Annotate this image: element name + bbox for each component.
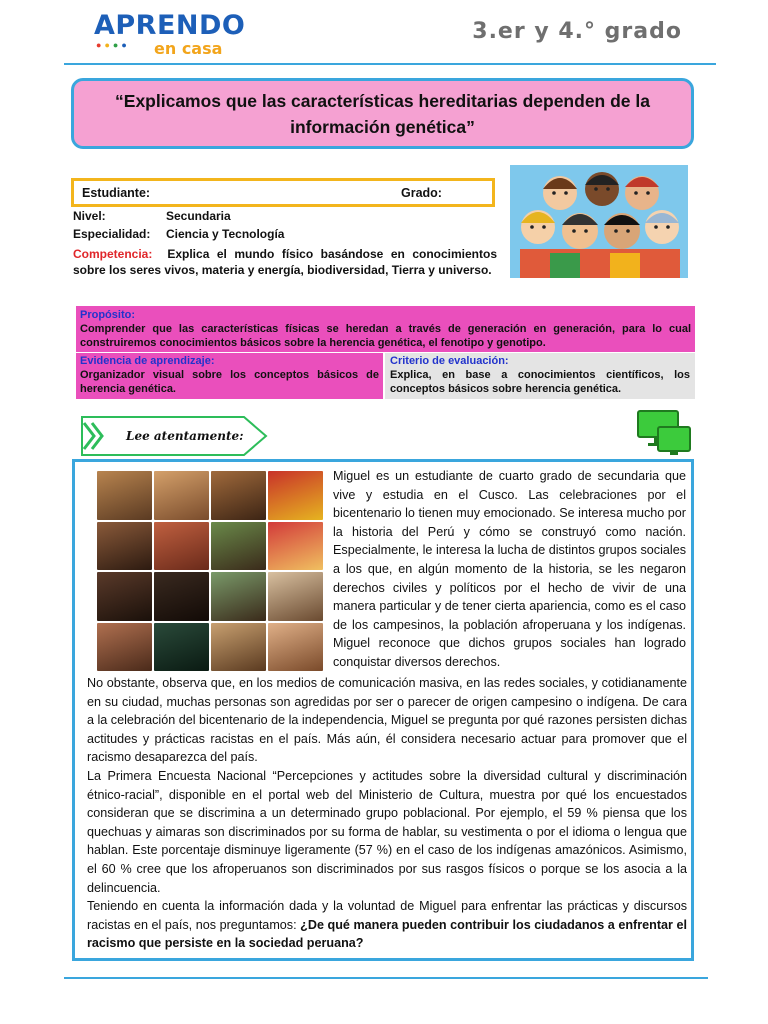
student-grade-box	[71, 178, 495, 207]
reading-paragraph-2: No obstante, observa que, en los medios de comunicación masiva, en las redes sociales, y cotidianamente en su ciudad, muchas personas son agredidas por ser o parecer de origen campesino o indígena. De cara a la celebración del bicentenario de la independencia, Miguel se pregunta por qué razones persisten dichas actitudes y prácticas racistas en el país. Más aún, él considera necesario actuar para promover que el racismo desaparezca del país.	[87, 676, 687, 765]
reading-paragraph-4	[87, 897, 687, 953]
reading-paragraph-1: Miguel es un estudiante de cuarto grado de secundaria que vive y estudia en el Cusco. Las celebraciones por el bicentenario lo tienen muy emocionado. Se interesa mucho por la historia del Perú y cómo se construyó como nación. Especialmente, le interesa la lucha de distintos grupos sociales a los que, en algún momento de la historia, se les negaron derechos civiles y políticos por el hecho de vivir de una manera particular y de tener cierta apariencia, como es el caso de los campesinos, la población afroperuana y los indígenas. Miguel reconoce que dichos grupos sociales han logrado conquistar diversos derechos.	[333, 469, 686, 669]
student-label: Estudiante:	[82, 186, 151, 200]
lee-atentamente-banner	[80, 415, 270, 457]
collage-photo	[268, 623, 323, 672]
collage-photo	[268, 522, 323, 571]
reading-paragraph-4-intro: Teniendo en cuenta la información dada y la voluntad de Miguel para enfrentar las prácticas y discursos racistas en el país, nos preguntamos:	[87, 899, 687, 932]
aprendo-en-casa-logo	[94, 12, 264, 56]
especialidad-row	[73, 227, 284, 241]
logo-main-text: APRENDO	[94, 10, 246, 41]
monitor-icon	[636, 409, 694, 457]
competencia-value: Explica el mundo físico basándose en conocimientos sobre los seres vivos, materia y energía, biodiversidad, Tierra y universo.	[73, 247, 497, 277]
especialidad-value: Ciencia y Tecnología	[166, 227, 285, 241]
reading-question: ¿De qué manera pueden contribuir los ciudadanos a enfrentar el racismo que persiste en la sociedad peruana?	[87, 917, 687, 951]
collage-photo	[97, 623, 152, 672]
reading-paragraph-3: La Primera Encuesta Nacional “Percepciones y actitudes sobre la diversidad cultural y discriminación étnico-racial”, disponible en el portal web del Ministerio de Cultura, muestra por qué los encuestados consideran que se discrimina a un determinado grupo poblacional. Por ejemplo, el 59 % piensa que los quechuas y aimaras son discriminados por su forma de hablar, su vestimenta o por el idioma o lengua que hablan. Este porcentaje disminuye ligeramente (57 %) en el caso de los indígenas amazónicos. Asimismo, el 60 % cree que los afroperuanos son discriminados por sus rasgos físicos o porque se los asocia a la delincuencia.	[87, 768, 687, 895]
logo-sub-text: en casa	[154, 39, 223, 58]
collage-photo	[154, 522, 209, 571]
proposito-label: Propósito:	[80, 309, 135, 321]
collage-photo	[154, 471, 209, 520]
collage-photo	[97, 572, 152, 621]
collage-photo	[97, 522, 152, 571]
evidencia-label: Evidencia de aprendizaje:	[80, 355, 215, 367]
collage-photo	[211, 471, 266, 520]
grade-field-label: Grado:	[401, 186, 442, 200]
reading-box	[72, 459, 694, 961]
collage-photo	[154, 623, 209, 672]
lee-atentamente-label: Lee atentamente:	[126, 429, 244, 443]
nivel-row	[73, 209, 231, 223]
page-title: “Explicamos que las características hereditarias dependen de la información genética”	[115, 90, 650, 137]
children-illustration	[510, 165, 688, 278]
criterio-text: Explica, en base a conocimientos científicos, los conceptos básicos sobre herencia genética.	[390, 369, 690, 395]
reading-body	[87, 674, 687, 953]
collage-photo	[97, 471, 152, 520]
collage-photo	[211, 623, 266, 672]
collage-photo	[211, 572, 266, 621]
competencia-label: Competencia:	[73, 247, 153, 261]
logo-dots: ●●●●	[96, 40, 130, 50]
especialidad-label: Especialidad:	[73, 227, 151, 241]
proposito-cell	[76, 306, 695, 352]
footer-divider	[64, 977, 708, 979]
header-divider	[64, 63, 716, 65]
competencia-row	[73, 246, 497, 278]
collage-photo	[268, 572, 323, 621]
criterio-cell	[385, 353, 695, 399]
collage-photo	[154, 572, 209, 621]
title-box	[71, 78, 694, 149]
nivel-value: Secundaria	[166, 209, 231, 223]
grade-label: 3.er y 4.° grado	[472, 19, 682, 44]
proposito-text: Comprender que las características físicas se heredan a través de generación en generación, para lo cual construiremos conocimientos básicos sobre la herencia genética, el fenotipo y genotipo.	[80, 323, 691, 349]
criterio-label: Criterio de evaluación:	[390, 355, 509, 367]
evidencia-cell	[76, 353, 383, 399]
evidencia-text: Organizador visual sobre los conceptos básicos de herencia genética.	[80, 369, 379, 395]
faces-photo-collage	[97, 471, 323, 671]
collage-photo	[211, 522, 266, 571]
collage-photo	[268, 471, 323, 520]
nivel-label: Nivel:	[73, 209, 106, 223]
